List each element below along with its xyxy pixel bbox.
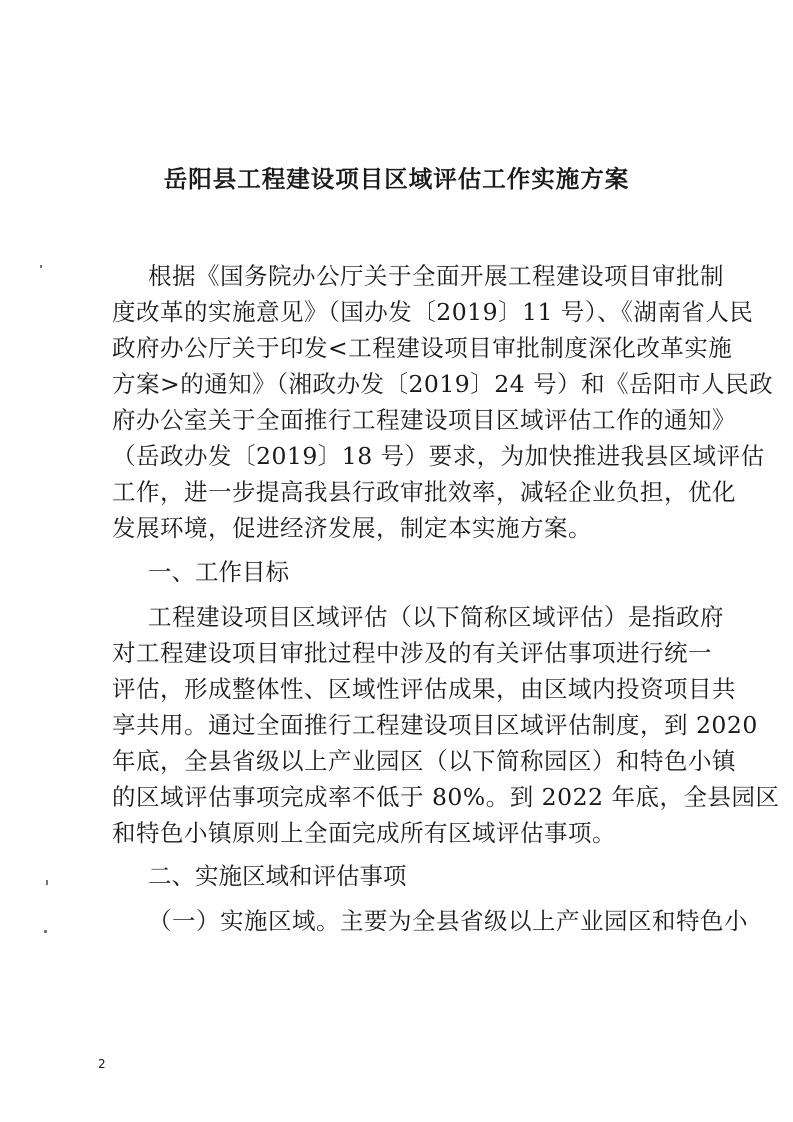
text-line: 的区域评估事项完成率不低于 80%。到 2022 年底，全县园区 [112, 783, 780, 811]
section-heading-scope: 二、实施区域和评估事项 [148, 862, 407, 890]
text-line: 工作，进一步提高我县行政审批效率，减轻企业负担，优化 [112, 478, 736, 506]
text-line: （岳政办发〔2019〕18 号）要求，为加快推进我县区域评估 [112, 442, 765, 470]
text-line: 府办公室关于全面推行工程建设项目区域评估工作的通知》 [112, 406, 736, 434]
section-heading-goals: 一、工作目标 [148, 558, 289, 586]
text-line: 根据《国务院办公厅关于全面开展工程建设项目审批制 [148, 262, 724, 290]
text-line: 政府办公厅关于印发<工程建设项目审批制度深化改革实施 [112, 334, 733, 362]
subsection-text: 主要为全县省级以上产业园区和特色小 [340, 907, 748, 935]
scan-speck [44, 930, 47, 933]
text-line: 享共用。通过全面推行工程建设项目区域评估制度，到 2020 [112, 711, 758, 739]
text-line: 对工程建设项目审批过程中涉及的有关评估事项进行统一 [112, 639, 712, 667]
text-line: 评估，形成整体性、区域性评估成果，由区域内投资项目共 [112, 675, 736, 703]
page-title: 岳阳县工程建设项目区域评估工作实施方案 [163, 165, 630, 193]
scan-speck [40, 265, 42, 268]
text-line: 方案>的通知》（湘政办发〔2019〕24 号）和《岳阳市人民政 [112, 370, 774, 398]
text-line: 和特色小镇原则上全面完成所有区域评估事项。 [112, 819, 616, 847]
subsection-line [148, 902, 748, 936]
scan-speck [46, 880, 48, 885]
text-line: 度改革的实施意见》（国办发〔2019〕11 号）、《湖南省人民 [112, 298, 754, 326]
text-line: 发展环境，促进经济发展，制定本实施方案。 [112, 514, 592, 542]
text-line: 工程建设项目区域评估（以下简称区域评估）是指政府 [148, 603, 724, 631]
text-line: 年底，全县省级以上产业园区（以下简称园区）和特色小镇 [112, 747, 736, 775]
subsection-heading: （一）实施区域。 [148, 907, 340, 935]
page-number: 2 [98, 1057, 106, 1071]
